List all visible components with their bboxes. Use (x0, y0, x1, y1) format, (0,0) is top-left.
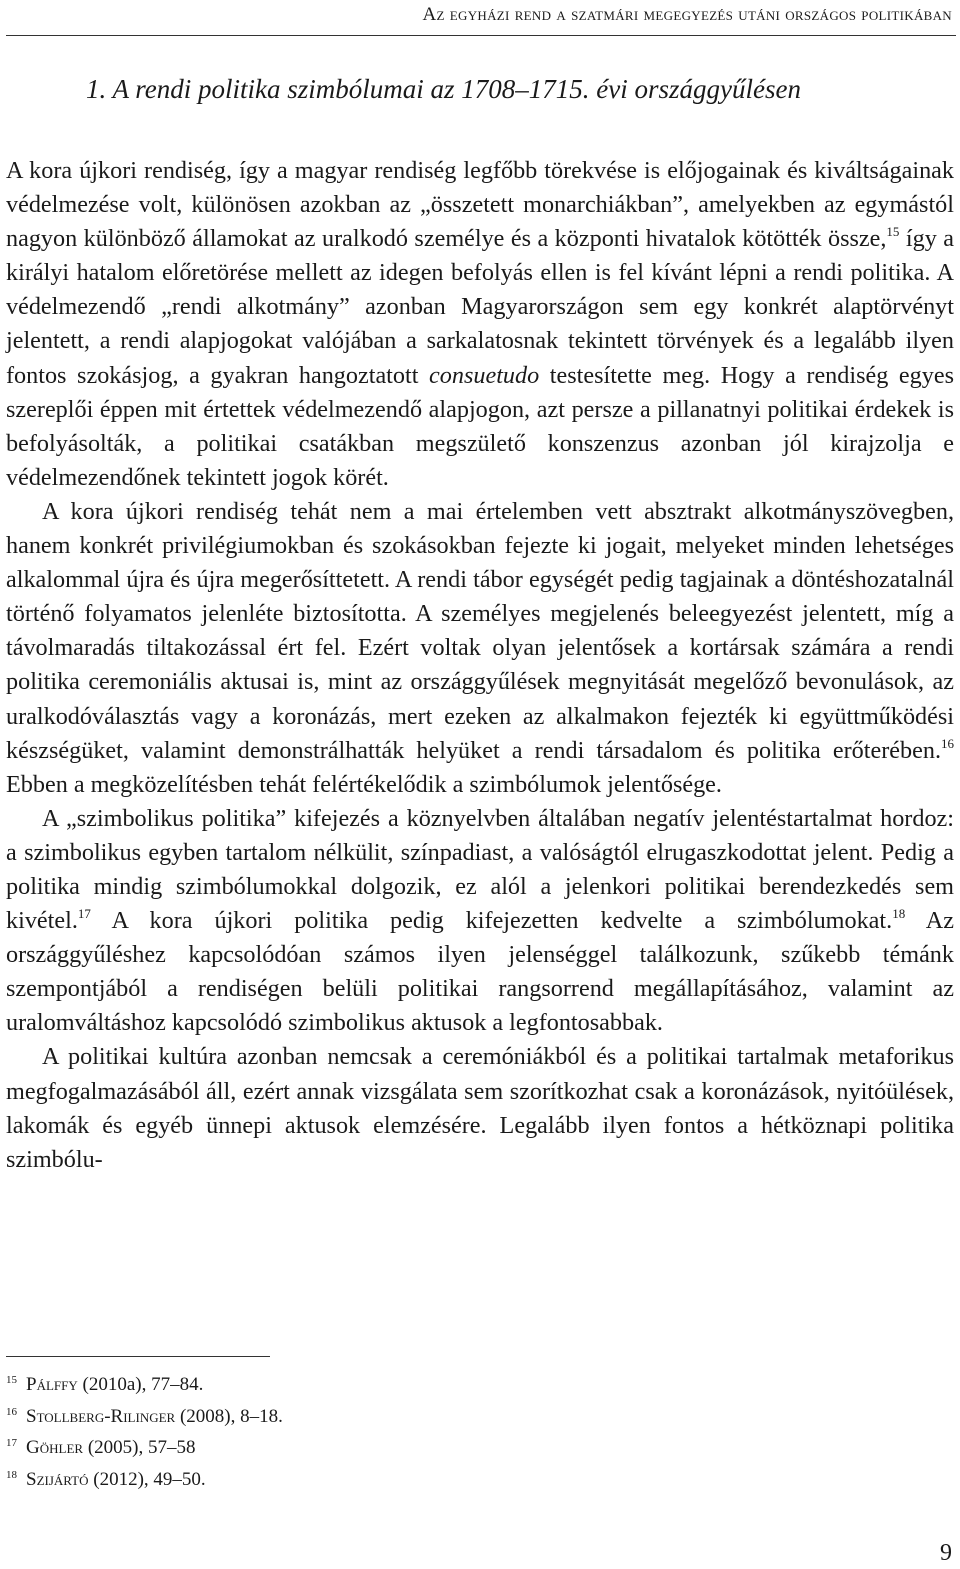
paragraph-1-part-a: A kora újkori rendiség, így a magyar rendiség legfőbb törekvése is előjogainak és kiváltságainak védelmezése volt, különösen azokban az „összetett monarchiákban”, amelyekben az egymástól nagyon különböző államokat az uralkodó személye és a központi hivatalok kötötték össze, (6, 157, 954, 253)
paragraph-3 (6, 802, 954, 1041)
paragraph-1 (6, 154, 954, 495)
paragraph-4: A politikai kultúra azonban nemcsak a ceremóniákból és a politikai tartalmak metaforikus megfogalmazásából áll, ezért annak vizsgálata sem szorítkozhat csak a koronázások, nyitóülések, lakomák és egyéb ünnepi aktusok elemzésére. Legalább ilyen fontos a hétköznapi politika szimbólu- (6, 1043, 954, 1173)
footnote-reference: (2010a), 77–84. (77, 1374, 204, 1395)
paragraph-1-part-b: így a királyi hatalom előretörése mellett az idegen befolyás ellen is fel kívánt lépni a rendi politika. A védelmezendő „rendi alkotmány” azonban Magyarországon sem egy konkrét alaptörvényt jelentett, a rendi alapjogokat valójában a sarkalatosnak tekintett törvények és a legalább ilyen fontos szokásjog, a gyakran hangoztatott (6, 225, 954, 389)
footnote-number: 18 (6, 1468, 17, 1481)
paragraph-1-part-c: testesítette meg. Hogy a rendiség egyes szereplői éppen mit értettek védelmezendő alapjogon, azt persze a pillanatnyi politikai érdekek is befolyásolták, a politikai csatákban megszülető konszenzus azonban jól kirajzolja e védelmezendőnek tekintett jogok körét. (6, 361, 954, 491)
page-number: 9 (940, 1540, 952, 1566)
paragraph-2-part-b: Ebben a megközelítésben tehát felértékelődik a szimbólumok jelentősége. (6, 770, 722, 798)
footnote-18 (6, 1462, 283, 1494)
paragraph-3-part-c: Az országgyűléshez kapcsolódóan számos ilyen jelenséggel találkozunk, szűkebb témánk szempontjából a rendiségen belüli politikai rangsorrend megállapításához, valamint az uralomváltáshoz kapcsolódó szimbolikus aktusok a legfontosabbak. (6, 907, 954, 1037)
footnote-author: Stollberg-Rilinger (26, 1405, 176, 1427)
footnote-ref-18[interactable]: 18 (892, 906, 906, 922)
footnote-author: Göhler (26, 1437, 84, 1458)
footnote-number: 15 (6, 1374, 17, 1386)
footnotes (6, 1367, 283, 1493)
section-title: 1. A rendi politika szimbólumai az 1708–1715. évi országgyűlésen (86, 74, 801, 104)
paragraph-3-part-a: A „szimbolikus politika” kifejezés a köznyelvben általában negatív jelentéstartalmat hordoz: a szimbolikus egyben tartalom nélkülit, színpadiast, a valóságtól elrugaszkodottat jelent. Pedig a politika mindig szimbólumokkal dolgozik, ez alól a jelenkori politikai berendezkedés sem kivétel. (6, 804, 954, 935)
footnote-17 (6, 1430, 283, 1462)
paragraph-3-part-b: A kora újkori politika pedig kifejezetten kedvelte a szimbólumokat. (90, 907, 893, 935)
footnote-number: 16 (6, 1405, 17, 1418)
footnote-ref-17[interactable]: 17 (77, 906, 91, 922)
footnote-ref-16[interactable]: 16 (941, 735, 954, 751)
footnote-rule (6, 1356, 270, 1357)
paragraph-2 (6, 495, 954, 802)
latin-term: consuetudo (429, 361, 540, 389)
body-text (6, 154, 954, 1177)
footnote-author: Pálffy (26, 1374, 78, 1395)
footnote-reference: (2008), 8–18. (175, 1405, 283, 1427)
footnote-reference: (2012), 49–50. (88, 1468, 206, 1490)
footnote-author: Szijártó (26, 1468, 89, 1490)
running-header: Az egyházi rend a szatmári megegyezés utáni országos politikában (422, 4, 952, 25)
footnote-number: 17 (6, 1437, 17, 1449)
footnote-reference: (2005), 57–58 (83, 1437, 196, 1458)
paragraph-2-part-a: A kora újkori rendiség tehát nem a mai értelemben vett absztrakt alkotmányszövegben, hanem konkrét privilégiumokban és szokásokban fejezte ki jogait, melyeket minden lehetséges alkalommal újra és újra megerősíttetett. A rendi tábor egységét pedig tagjainak a döntéshozatalnál történő folyamatos jelenléte biztosította. A személyes megjelenés beleegyezést jelentett, míg a távolmaradás tiltakozással ért fel. Ezért voltak olyan jelentősek a kortársak számára a rendi politika ceremoniális aktusai is, mint az országgyűlések megnyitását megelőző bevonulások, az uralkodóválasztás vagy a koronázás, mert ezeken az alkalmakon fejezték ki együttműködési készségüket, valamint demonstrálhatták helyüket a rendi társadalom és politika erőterében. (6, 497, 954, 764)
footnote-ref-15[interactable]: 15 (886, 224, 900, 240)
header-rule (6, 35, 956, 36)
footnote-16 (6, 1399, 283, 1431)
footnote-15 (6, 1367, 283, 1399)
